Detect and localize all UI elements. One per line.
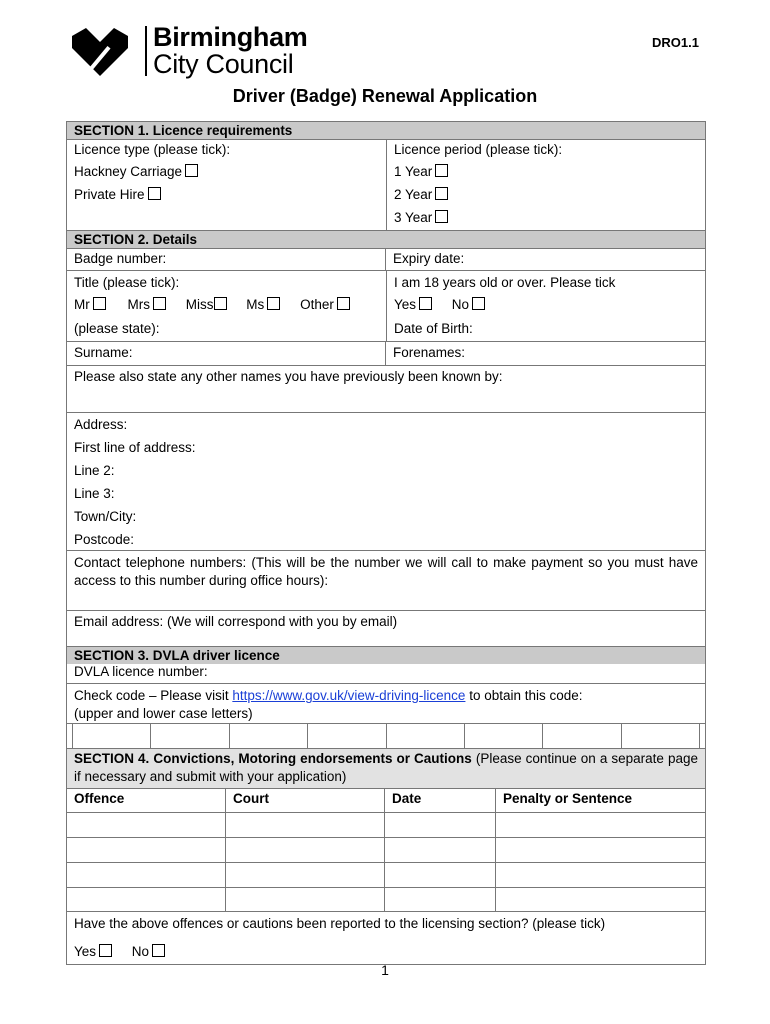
section4-header-row (67, 748, 705, 788)
penalty-cell[interactable] (496, 813, 705, 837)
hackney-option (67, 160, 386, 183)
period-2-label: 2 Year (394, 187, 433, 202)
licence-period-label: Licence period (please tick): (394, 142, 563, 157)
code-box[interactable] (542, 724, 620, 748)
view-driving-licence-link[interactable]: https://www.gov.uk/view-driving-licence (232, 688, 466, 703)
period-2-checkbox[interactable] (435, 187, 448, 200)
table-row (67, 812, 705, 837)
code-box[interactable] (621, 724, 700, 748)
age-yes-checkbox[interactable] (419, 297, 432, 310)
col-date: Date (385, 789, 496, 812)
expiry-date-field[interactable]: Expiry date: (393, 251, 465, 266)
court-cell[interactable] (226, 888, 385, 911)
address-line1-field[interactable]: First line of address: (74, 440, 196, 455)
title-mrs-checkbox[interactable] (153, 297, 166, 310)
badge-number-field[interactable]: Badge number: (67, 249, 386, 270)
private-hire-checkbox[interactable] (148, 187, 161, 200)
court-cell[interactable] (226, 838, 385, 862)
offence-cell[interactable] (67, 863, 226, 887)
reported-row (67, 911, 705, 964)
council-logo (68, 22, 318, 82)
period-2-option (387, 183, 705, 206)
penalty-cell[interactable] (496, 888, 705, 911)
hackney-label: Hackney Carriage (74, 164, 183, 179)
offence-cell[interactable] (67, 838, 226, 862)
section4-heading: SECTION 4. Convictions, Motoring endorsements or Cautions (74, 751, 472, 766)
title-ms-label: Ms (246, 297, 265, 312)
age-yes-label: Yes (394, 297, 417, 312)
code-box[interactable] (464, 724, 542, 748)
title-age-row (67, 270, 705, 341)
table-row (67, 837, 705, 862)
please-state-field[interactable]: (please state): (74, 321, 160, 336)
penalty-cell[interactable] (496, 838, 705, 862)
address-block (67, 413, 705, 550)
age-label: I am 18 years old or over. Please tick (394, 275, 616, 290)
check-code-row (67, 683, 705, 723)
licence-type-cell (67, 140, 387, 230)
title-label: Title (please tick): (74, 275, 180, 290)
badge-expiry-row (67, 248, 705, 270)
age-no-checkbox[interactable] (472, 297, 485, 310)
email-field[interactable]: Email address: (We will correspond with you by email) (74, 614, 398, 629)
period-3-label: 3 Year (394, 210, 433, 225)
period-1-checkbox[interactable] (435, 164, 448, 177)
period-1-option (387, 160, 705, 183)
section2-heading: SECTION 2. Details (67, 231, 705, 248)
court-cell[interactable] (226, 813, 385, 837)
title-mr-label: Mr (74, 297, 90, 312)
table-row (67, 887, 705, 911)
heart-logo-icon (68, 28, 132, 78)
phone-field[interactable]: Contact telephone numbers: (This will be the number we will call to make payment so you must have access to this number during office hours): (74, 555, 698, 588)
check-code-prefix: Check code – Please visit (74, 688, 233, 703)
date-cell[interactable] (385, 813, 496, 837)
code-box[interactable] (150, 724, 228, 748)
title-other-checkbox[interactable] (337, 297, 350, 310)
address-row (67, 412, 705, 550)
other-names-field[interactable]: Please also state any other names you have previously been known by: (74, 369, 503, 384)
licence-type-label: Licence type (please tick): (74, 142, 231, 157)
reported-options (67, 938, 705, 964)
logo-text-line1: Birmingham (153, 22, 308, 52)
period-1-label: 1 Year (394, 164, 433, 179)
phone-row (67, 550, 705, 610)
section2-header-row (67, 230, 705, 248)
date-cell[interactable] (385, 863, 496, 887)
logo-text-line2: City Council (153, 49, 294, 79)
check-code-cell (67, 684, 705, 723)
dob-field[interactable]: Date of Birth: (394, 321, 473, 336)
period-3-checkbox[interactable] (435, 210, 448, 223)
title-mrs-label: Mrs (127, 297, 151, 312)
section3-header-row (67, 646, 705, 664)
page-title: Driver (Badge) Renewal Application (232, 86, 538, 106)
section4-heading-note: (Please continue on a separate page if necessary and submit with your application) (74, 751, 698, 784)
name-row (67, 341, 705, 365)
reported-cell (67, 912, 705, 964)
check-code-note: (upper and lower case letters) (74, 706, 253, 721)
email-row (67, 610, 705, 646)
offence-table-header (67, 788, 705, 812)
surname-field[interactable]: Surname: (67, 342, 386, 365)
date-cell[interactable] (385, 838, 496, 862)
section3-heading: SECTION 3. DVLA driver licence (67, 647, 705, 664)
dvla-number-field[interactable]: DVLA licence number: (74, 664, 208, 679)
title-mr-checkbox[interactable] (93, 297, 106, 310)
title-miss-checkbox[interactable] (214, 297, 227, 310)
reported-yes-checkbox[interactable] (99, 944, 112, 957)
title-miss-label: Miss (185, 297, 214, 312)
licence-period-cell (387, 140, 705, 230)
private-hire-option (67, 183, 386, 206)
postcode-field[interactable]: Postcode: (74, 532, 135, 547)
table-row (67, 862, 705, 887)
address-line3-field[interactable]: Line 3: (74, 486, 115, 501)
document-reference: DRO1.1 (652, 35, 699, 50)
reported-no-label: No (131, 944, 150, 959)
logo-divider (145, 26, 147, 76)
title-options (67, 293, 386, 317)
age-options (387, 293, 705, 317)
period-3-option (387, 206, 705, 230)
section1-header-row (67, 122, 705, 139)
reported-no-checkbox[interactable] (152, 944, 165, 957)
col-penalty: Penalty or Sentence (503, 791, 633, 806)
town-field[interactable]: Town/City: (74, 509, 137, 524)
address-label: Address: (74, 417, 128, 432)
code-box[interactable] (307, 724, 385, 748)
hackney-checkbox[interactable] (185, 164, 198, 177)
offence-cell[interactable] (67, 888, 226, 911)
reported-question: Have the above offences or cautions been reported to the licensing section? (please tick) (74, 916, 606, 931)
private-hire-label: Private Hire (74, 187, 145, 202)
age-cell (387, 271, 705, 341)
title-cell (67, 271, 387, 341)
code-box[interactable] (72, 724, 150, 748)
offence-cell[interactable] (67, 813, 226, 837)
check-code-boxes (67, 723, 705, 748)
section1-body (67, 139, 705, 230)
check-code-suffix: to obtain this code: (465, 688, 583, 703)
col-court: Court (226, 789, 385, 812)
penalty-cell[interactable] (496, 863, 705, 887)
forenames-field[interactable]: Forenames: (393, 345, 466, 360)
title-other-label: Other (300, 297, 334, 312)
title-ms-checkbox[interactable] (267, 297, 280, 310)
other-names-row (67, 365, 705, 412)
court-cell[interactable] (226, 863, 385, 887)
address-line2-field[interactable]: Line 2: (74, 463, 115, 478)
section4-heading-cell (67, 749, 705, 788)
date-cell[interactable] (385, 888, 496, 911)
page-number: 1 (381, 962, 389, 978)
dvla-number-row (67, 664, 705, 683)
section1-heading: SECTION 1. Licence requirements (67, 122, 705, 139)
col-offence: Offence (67, 789, 226, 812)
age-no-label: No (451, 297, 470, 312)
code-box[interactable] (386, 724, 464, 748)
reported-yes-label: Yes (74, 944, 97, 959)
code-box[interactable] (229, 724, 307, 748)
application-form (66, 121, 706, 965)
